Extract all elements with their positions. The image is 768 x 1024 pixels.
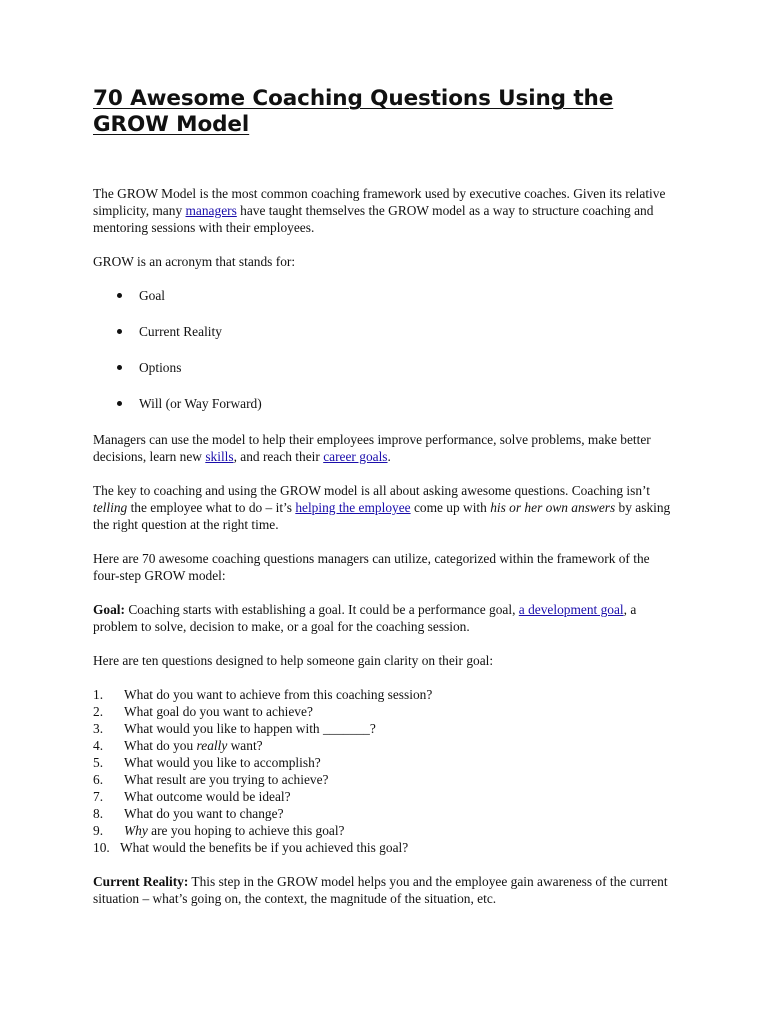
page-title: 70 Awesome Coaching Questions Using the GROW Model [93, 86, 614, 137]
intro-paragraph: The GROW Model is the most common coaching framework used by executive coaches. Given its relative simplicity, many managers have taught themselves the GROW model as a way to structure coaching and mentoring sessions with their employees. [93, 186, 666, 235]
question-item: 7. What outcome would be ideal? [93, 789, 291, 804]
list-item: Options [93, 359, 673, 376]
question-item: 3. What would you like to happen with _______? [93, 721, 376, 736]
framework-intro: Here are 70 awesome coaching questions managers can utilize, categorized within the framework of the four-step GROW model: [93, 551, 650, 583]
bullet-icon [117, 293, 122, 298]
helping-the-employee-link[interactable]: helping the employee [295, 500, 411, 515]
bullet-icon [117, 365, 122, 370]
document-content [93, 86, 673, 924]
question-item: 1. What do you want to achieve from this coaching session? [93, 687, 433, 702]
question-item: 2. What goal do you want to achieve? [93, 704, 313, 719]
key-paragraph: The key to coaching and using the GROW model is all about asking awesome questions. Coaching isn’t telling the employee what to do – it’s helping the employee come up with his or her own answers by asking the right question at the right time. [93, 483, 671, 532]
development-goal-link[interactable]: a development goal [518, 602, 624, 617]
list-item: Current Reality [93, 323, 673, 340]
acronym-list [93, 287, 673, 412]
list-item: Will (or Way Forward) [93, 395, 673, 412]
question-item: 4. What do you really want? [93, 738, 263, 753]
bullet-icon [117, 329, 122, 334]
current-reality-section: Current Reality: This step in the GROW model helps you and the employee gain awareness of the current situation – what’s going on, the context, the magnitude of the situation, etc. [93, 874, 668, 906]
question-item: 9. Why are you hoping to achieve this goal? [93, 823, 345, 838]
career-goals-link[interactable]: career goals [323, 449, 388, 464]
goal-section: Goal: Coaching starts with establishing a goal. It could be a performance goal, a development goal, a problem to solve, decision to make, or a goal for the coaching session. [93, 602, 637, 634]
current-reality-label: Current Reality: [93, 874, 189, 889]
questions-intro: Here are ten questions designed to help someone gain clarity on their goal: [93, 653, 494, 668]
question-item: 5. What would you like to accomplish? [93, 755, 321, 770]
managers-link[interactable]: managers [185, 203, 237, 218]
managers-paragraph: Managers can use the model to help their employees improve performance, solve problems, make better decisions, learn new skills, and reach their career goals. [93, 432, 651, 464]
question-item: 10. What would the benefits be if you achieved this goal? [93, 840, 409, 855]
list-item: Goal [93, 287, 673, 304]
question-item: 8. What do you want to change? [93, 806, 284, 821]
goal-label: Goal: [93, 602, 125, 617]
skills-link[interactable]: skills [205, 449, 234, 464]
acronym-intro: GROW is an acronym that stands for: [93, 254, 296, 269]
question-item: 6. What result are you trying to achieve? [93, 772, 329, 787]
bullet-icon [117, 401, 122, 406]
goal-questions-list [93, 686, 673, 856]
